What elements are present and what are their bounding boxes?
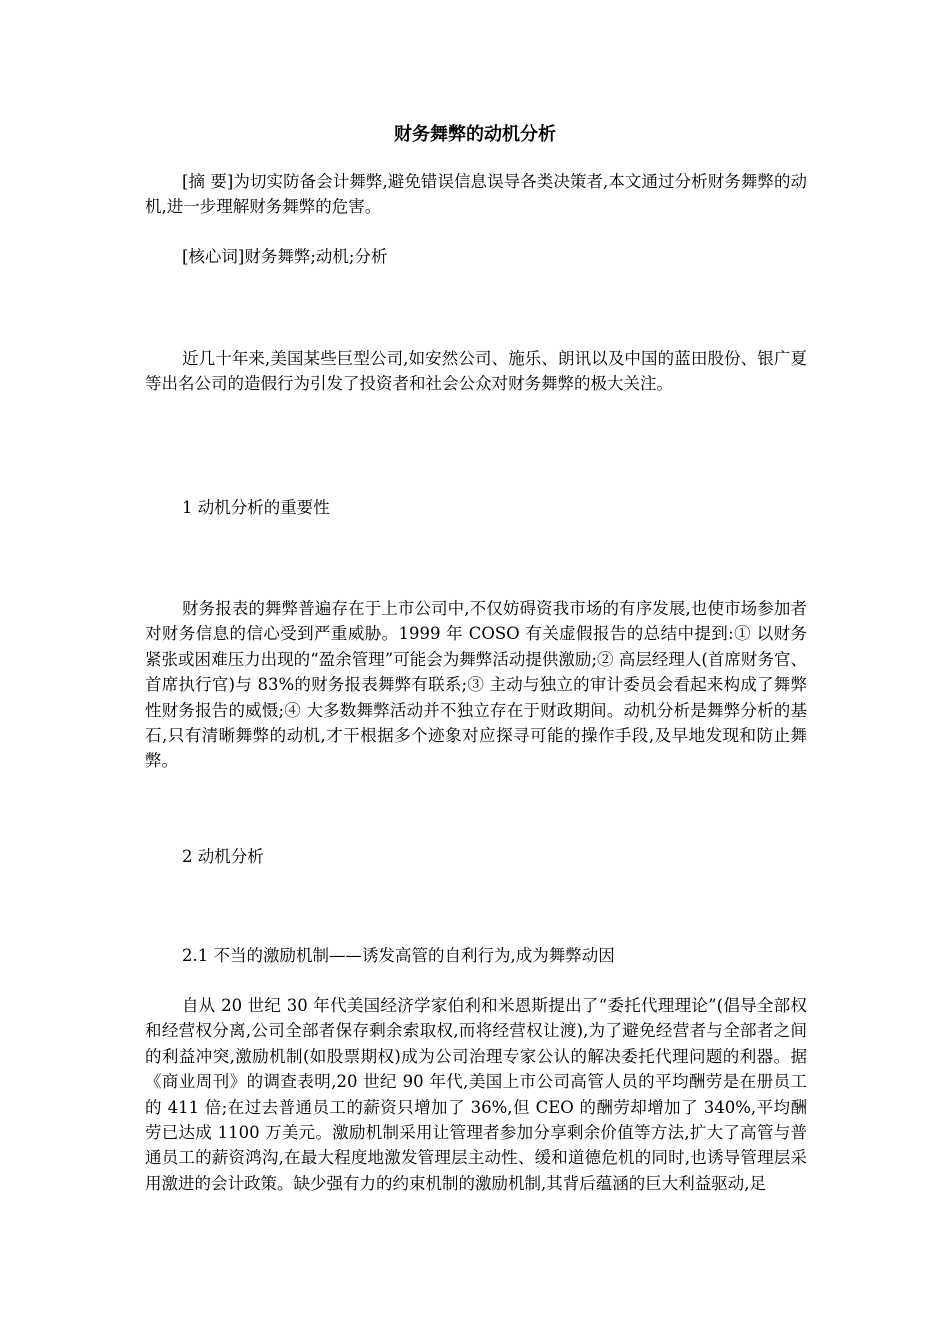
- abstract-paragraph: [摘 要]为切实防备会计舞弊,避免错误信息误导各类决策者,本文通过分析财务舞弊的动机,进一步理解财务舞弊的危害。: [145, 172, 807, 217]
- section-heading-1: 1 动机分析的重要性: [182, 498, 330, 517]
- section-1-paragraph: 财务报表的舞弊普遍存在于上市公司中,不仅妨碍资我市场的有序发展,也使市场参加者对财务信息的信心受到严重威胁。1999 年 COSO 有关虚假报告的总结中提到:① 以财务紧张或困难压力出现的“盈余管理”可能会为舞弊活动提供激励;② 高层经理人(首席财务官、首席执行官)与 83%的财务报表舞弊有联系;③ 主动与独立的审计委员会看起来构成了舞弊性财务报告的威慑;④ 大多数舞弊活动并不独立存在于财政期间。动机分析是舞弊分析的基石,只有清晰舞弊的动机,才干根据多个迹象对应探寻可能的操作手段,及早地发现和防止舞弊。: [145, 599, 807, 771]
- section-heading-2: 2 动机分析: [182, 847, 264, 866]
- subsection-heading-2-1: 2.1 不当的激励机制——诱发高管的自利行为,成为舞弊动因: [182, 946, 615, 965]
- keywords-paragraph: [核心词]财务舞弊;动机;分析: [182, 247, 388, 266]
- document-title: 财务舞弊的动机分析: [394, 124, 556, 145]
- intro-paragraph: 近几十年来,美国某些巨型公司,如安然公司、施乐、朗讯以及中国的蓝田股份、银广夏等出名公司的造假行为引发了投资者和社会公众对财务舞弊的极大关注。: [145, 349, 807, 394]
- subsection-2-1-paragraph: 自从 20 世纪 30 年代美国经济学家伯利和米恩斯提出了“委托代理理论”(倡导全部权和经营权分离,公司全部者保存剩余索取权,而将经营权让渡),为了避免经营者与全部者之间的利益冲突,激励机制(如股票期权)成为公司治理专家公认的解决委托代理问题的利器。据《商业周刊》的调查表明,20 世纪 90 年代,美国上市公司高管人员的平均酬劳是在册员工的 411 倍;在过去普通员工的薪资只增加了 36%,但 CEO 的酬劳却增加了 340%,平均酬劳已达成 1100 万美元。激励机制采用让管理者参加分享剩余价值等方法,扩大了高管与普通员工的薪资鸿沟,在最大程度地激发管理层主动性、缓和道德危机的同时,也诱导管理层采用激进的会计政策。缺少强有力的约束机制的激励机制,其背后蕴涵的巨大利益驱动,足: [145, 996, 807, 1193]
